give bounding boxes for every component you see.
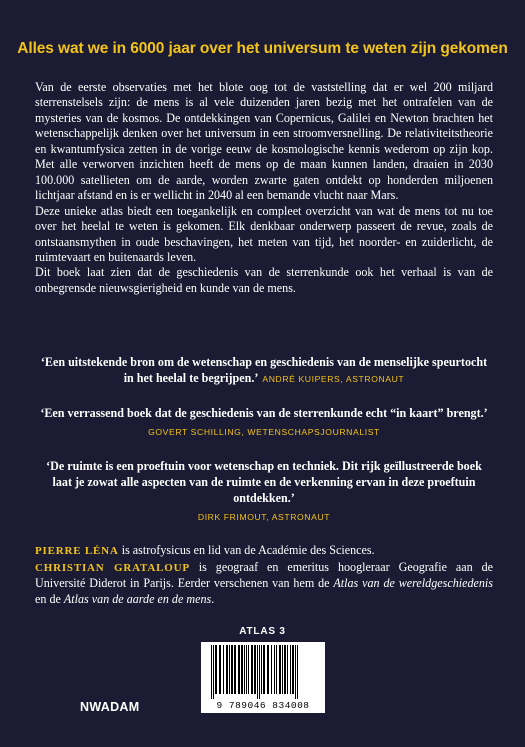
barcode-bar [246, 645, 247, 694]
quote-attribution: DIRK FRIMOUT, ASTRONAUT [197, 512, 331, 522]
barcode-bar [241, 645, 243, 694]
isbn-number: 9 789046 834008 [216, 700, 310, 711]
blurb-paragraph-3: Dit boek laat zien dat de geschiedenis van de sterrenkunde ook het verhaal is van de onbegrensde nieuwsgierigheid en kunde van de mens. [35, 265, 493, 295]
barcode-bar [279, 645, 281, 694]
blurb [35, 80, 493, 296]
blurb-paragraph-2: Deze unieke atlas biedt een toegankelijk en compleet overzicht van wat de mens tot nu toe over het heelal te weten is gekomen. Elk denkbaar onderwerp passeert de revue, zoals de ontstaansmythen in oude beschavingen, het meten van tijd, het noorder- en zuiderlicht, de ruimtevaart en buitenaards leven. [35, 203, 493, 264]
barcode-bar [284, 645, 286, 694]
series-label: ATLAS 3 [239, 626, 286, 637]
author-bios [35, 543, 493, 607]
barcode-bar [238, 645, 240, 694]
quote-text: ‘Een uitstekende bron om de wetenschap en geschiedenis van de menselijke speurtocht in het heelal te begrijpen.’ [40, 355, 488, 385]
quote-text: ‘De ruimte is een proeftuin voor wetenschap en techniek. Dit rijk geïllustreerde boek laat je zowat alle aspecten van de ruimte en de verkenning ervan in deze proeftuin ontdekken.’ [46, 459, 482, 505]
barcode-bar [211, 645, 212, 699]
blurb-paragraph-1: Van de eerste observaties met het blote oog tot de vaststelling dat er wel 200 miljard sterrenstelsels zijn: de mens is al vele duizenden jaren bezig met het ontrafelen van de mysteries van de kosmos. De ontdekkingen van Copernicus, Galilei en Newton brachten het wetenschappelijk denken over het universum in een stroomversnelling. De relativiteitstheorie en kwantumfysica zetten in de vorige eeuw de kosmologische kennis wederom op zijn kop. Met alle verworven inzichten heeft de mens op de maan kunnen landen, draaien in 2030 100.000 satellieten om de aarde, worden zwarte gaten ontdekt op honderden miljoenen lichtjaar afstand en is er wellicht in 2040 al een bemande vlucht naar Mars. [35, 80, 493, 203]
barcode-bar [213, 645, 214, 699]
barcode-bar [271, 645, 272, 694]
barcode-bar [257, 645, 258, 699]
barcode-bar [287, 645, 288, 694]
headline: Alles wat we in 6000 jaar over het universum te weten zijn gekomen [17, 40, 508, 57]
barcode-bar [231, 645, 233, 694]
quote-attribution: GOVERT SCHILLING, WETENSCHAPSJOURNALIST [148, 427, 380, 437]
barcode-bar [297, 645, 298, 699]
author-bio-lena [35, 543, 493, 560]
author-text: is astrofysicus en lid van de Académie des Sciences. [118, 543, 375, 557]
barcode-bar [251, 645, 253, 694]
barcode-bars [209, 645, 317, 699]
barcode-bar [259, 645, 260, 699]
author-name: CHRISTIAN GRATALOUP [35, 561, 190, 574]
quote-attribution: ANDRÉ KUIPERS, ASTRONAUT [262, 374, 405, 384]
barcode-bar [234, 645, 236, 694]
barcode-bar [248, 645, 249, 694]
barcode-bar [215, 645, 217, 694]
barcode-bar [290, 645, 291, 694]
barcode-bar [267, 645, 269, 694]
author-text: is geograaf en emeritus hoogleraar Geografie aan de Université Diderot in Parijs. Eerder verschenen van hem de [35, 559, 493, 590]
barcode-bar [226, 645, 228, 694]
author-text: . [211, 591, 215, 606]
quote-text: ‘Een verrassend boek dat de geschiedenis van de sterrenkunde echt “in kaart” brengt.’ [40, 406, 488, 420]
quote-schilling [35, 405, 493, 440]
quote-kuipers [35, 354, 493, 387]
barcode-bar [254, 645, 256, 694]
barcode-bar [276, 645, 277, 694]
book-title: Atlas van de aarde en de mens [63, 591, 212, 606]
barcode [201, 642, 325, 713]
barcode-bar [261, 645, 262, 694]
barcode-bar [229, 645, 230, 694]
barcode-bar [292, 645, 294, 694]
barcode-bar [295, 645, 296, 699]
barcode-bar [282, 645, 283, 694]
barcode-bar [223, 645, 224, 694]
quotes [35, 354, 493, 525]
quote-frimout [35, 458, 493, 525]
author-bio-grataloup [35, 560, 493, 608]
author-name: PIERRE LÉNA [35, 545, 119, 557]
publisher-logo: NWADAM [80, 700, 140, 714]
barcode-bar [219, 645, 221, 694]
author-text: en de [35, 591, 64, 606]
barcode-bar [263, 645, 265, 694]
barcode-bar [244, 645, 245, 694]
barcode-bar [274, 645, 275, 694]
book-title: Atlas van de wereldgeschiedenis [333, 576, 493, 590]
